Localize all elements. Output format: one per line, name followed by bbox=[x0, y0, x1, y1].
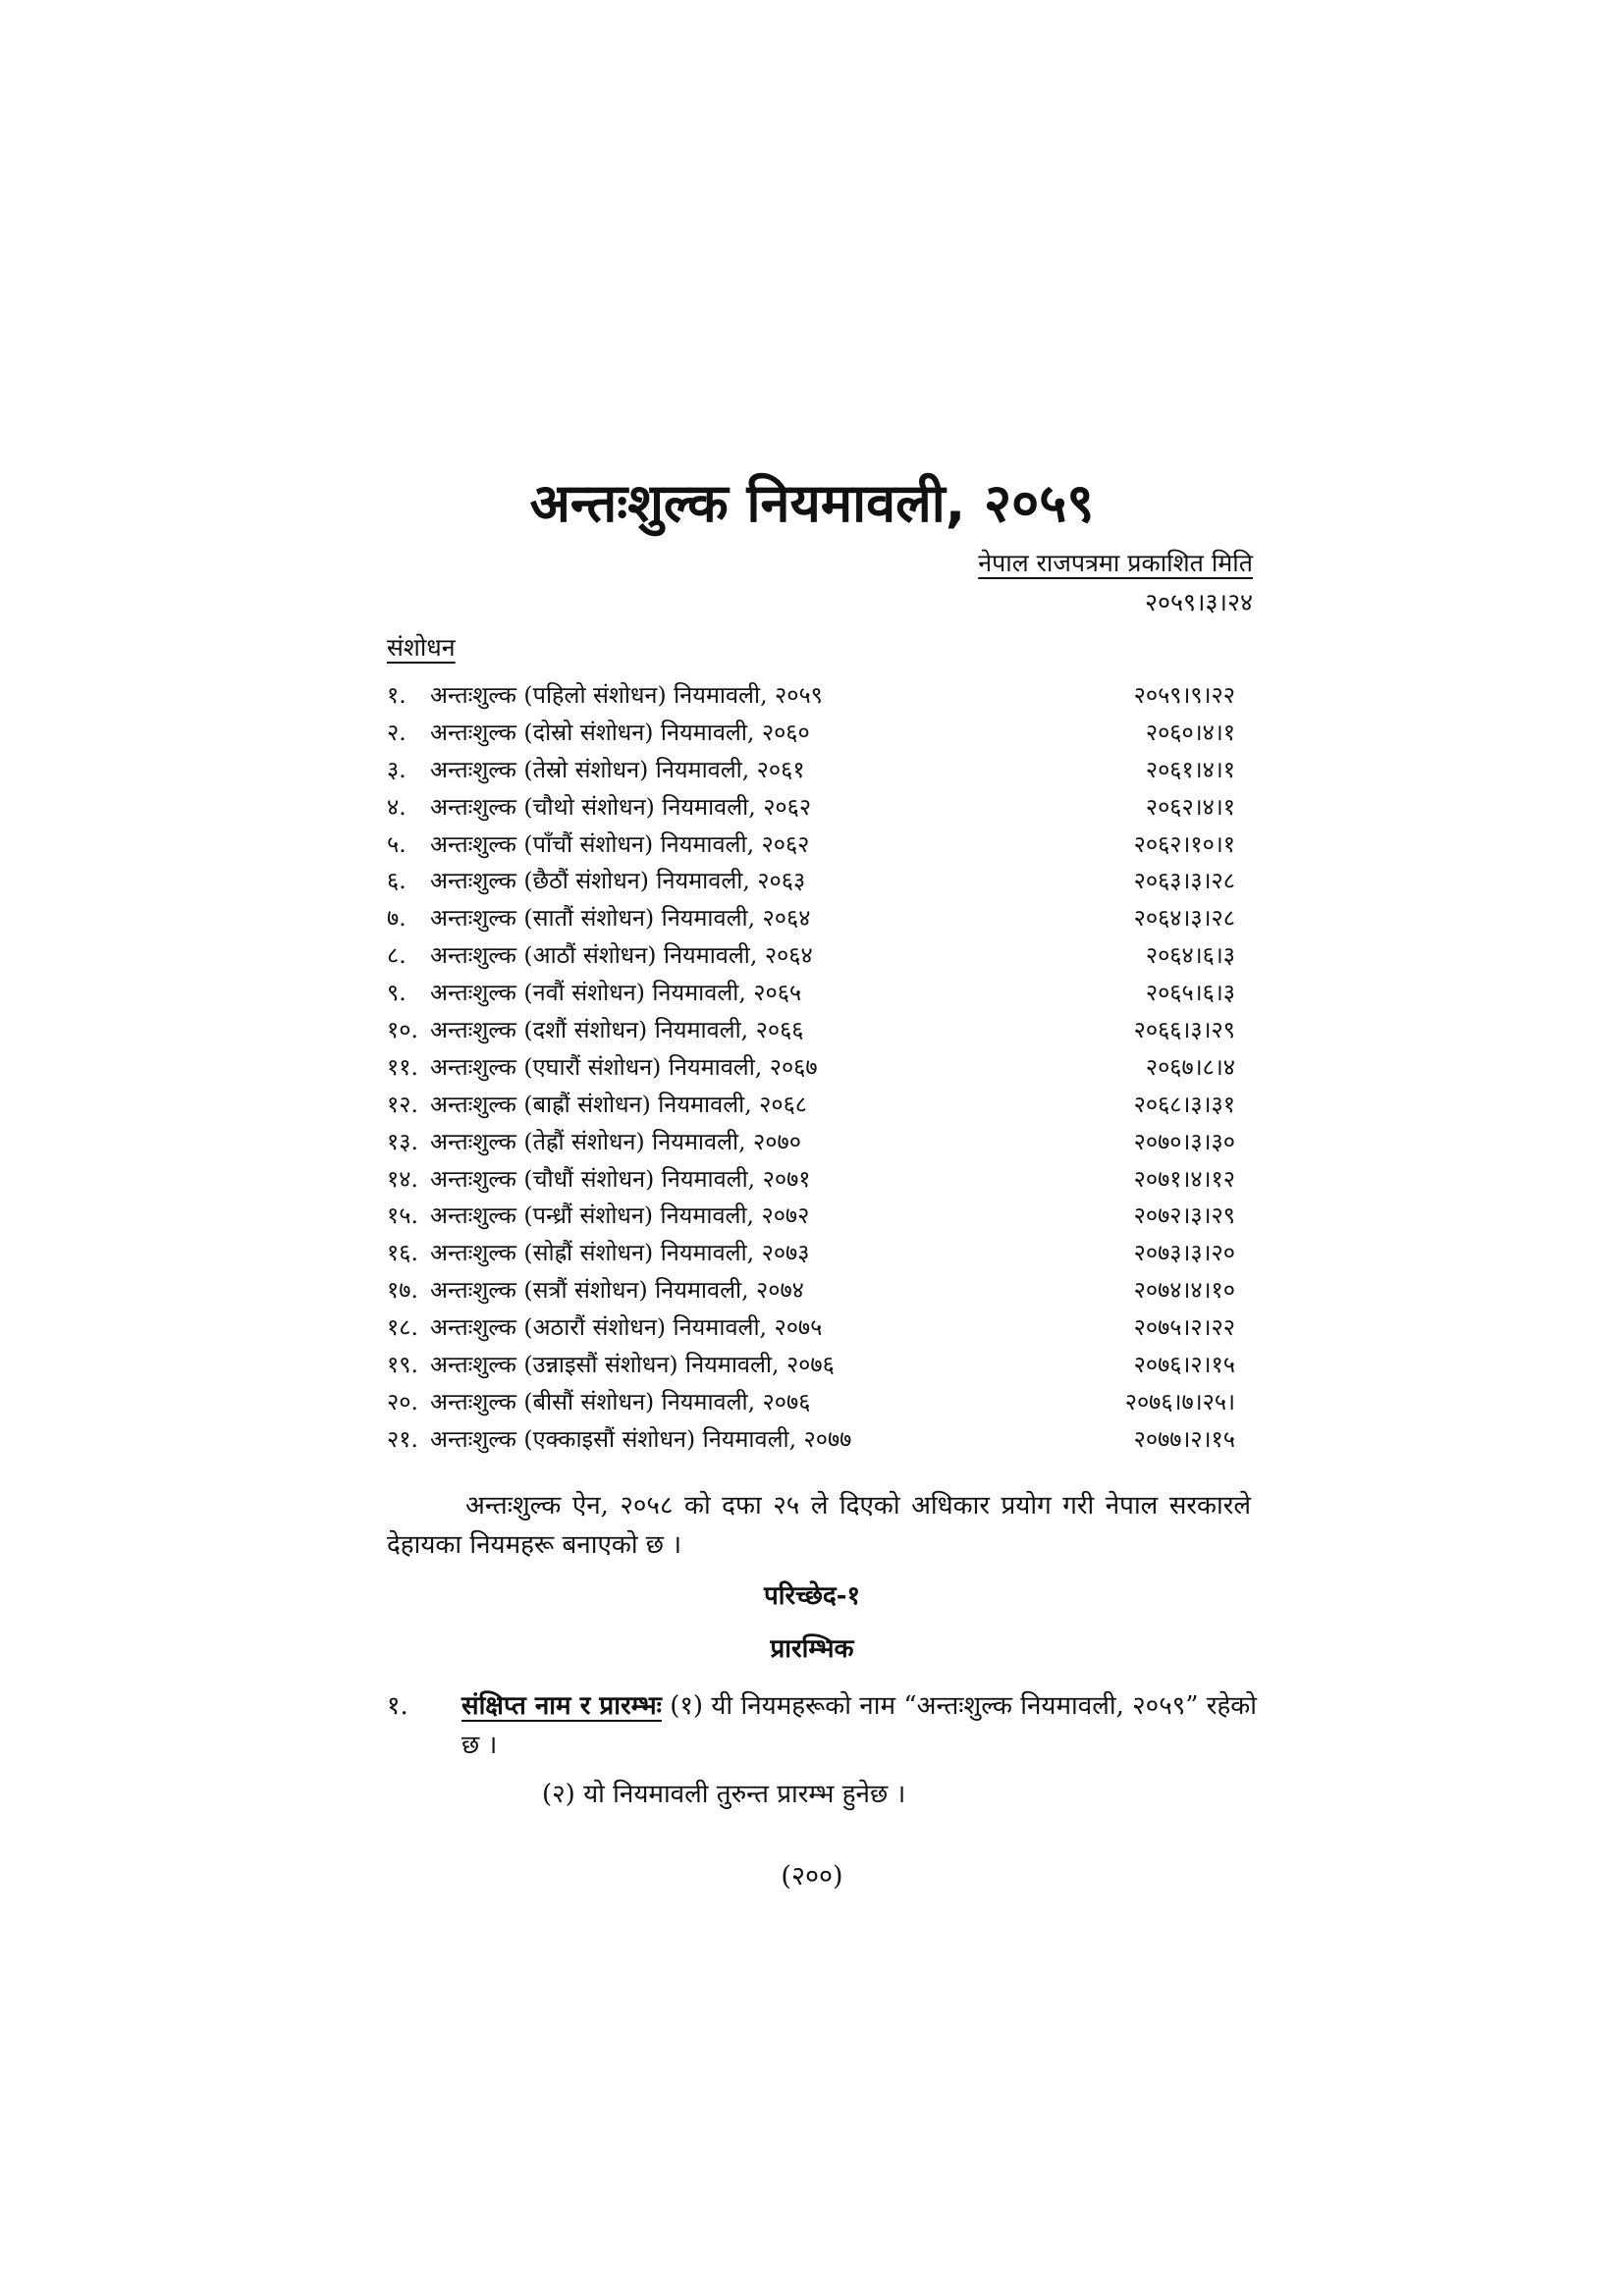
amendment-number: १९. bbox=[387, 1351, 418, 1379]
amendment-row bbox=[387, 827, 1235, 864]
amendment-date: २०७५।२।२२ bbox=[1133, 1313, 1235, 1342]
amendment-left bbox=[387, 1235, 810, 1272]
amendment-date: २०६२।१०।१ bbox=[1133, 829, 1235, 858]
amendment-date: २०७०।३।३० bbox=[1133, 1127, 1235, 1155]
amendment-name: अन्तःशुल्क (चौधौं संशोधन) नियमावली, २०७१ bbox=[430, 1164, 811, 1193]
chapter-title: प्रारम्भिक bbox=[770, 1634, 854, 1664]
amendment-row bbox=[387, 1309, 1235, 1347]
amendment-left bbox=[387, 752, 805, 789]
amendment-name: अन्तःशुल्क (तेह्रौं संशोधन) नियमावली, २०७० bbox=[430, 1127, 801, 1155]
rule-number: १. bbox=[387, 1691, 408, 1721]
amendment-row bbox=[387, 677, 1235, 715]
amendment-left bbox=[387, 1087, 807, 1124]
amendment-number: २०. bbox=[387, 1387, 418, 1415]
amendment-name: अन्तःशुल्क (छैठौं संशोधन) नियमावली, २०६३ bbox=[430, 867, 806, 895]
amendment-left bbox=[387, 1347, 835, 1384]
amendment-number: ११. bbox=[387, 1052, 418, 1081]
amendment-left bbox=[387, 827, 809, 864]
amendment-number: १४. bbox=[387, 1164, 418, 1193]
amendment-number: १८. bbox=[387, 1313, 418, 1342]
amendment-name: अन्तःशुल्क (पाँचौं संशोधन) नियमावली, २०६२ bbox=[430, 829, 810, 858]
amendment-number: १७. bbox=[387, 1276, 418, 1305]
amendment-row bbox=[387, 1049, 1235, 1087]
amendment-name: अन्तःशुल्क (आठौं संशोधन) नियमावली, २०६४ bbox=[430, 941, 813, 970]
chapter-heading: परिच्छेद-१ bbox=[763, 1581, 861, 1611]
amendment-number: २. bbox=[387, 718, 406, 746]
amendment-name: अन्तःशुल्क (एघारौं संशोधन) नियमावली, २०६७ bbox=[430, 1052, 818, 1081]
amendment-number: ४. bbox=[387, 792, 406, 821]
amendment-name: अन्तःशुल्क (पहिलो संशोधन) नियमावली, २०५९ bbox=[430, 681, 823, 709]
amendment-name: अन्तःशुल्क (दशौं संशोधन) नियमावली, २०६६ bbox=[430, 1016, 804, 1044]
amendment-date: २०५९।९।२२ bbox=[1133, 681, 1235, 709]
amendment-number: ९. bbox=[387, 979, 406, 1007]
amendment-date: २०६३।३।२८ bbox=[1133, 867, 1235, 895]
amendment-row bbox=[387, 1272, 1235, 1309]
amendment-name: अन्तःशुल्क (तेस्रो संशोधन) नियमावली, २०६१ bbox=[430, 755, 805, 783]
gazette-publication-label: नेपाल राजपत्रमा प्रकाशित मिति bbox=[978, 549, 1253, 577]
amendment-row bbox=[387, 1384, 1235, 1421]
amendment-name: अन्तःशुल्क (उन्नाइसौं संशोधन) नियमावली, २०७६ bbox=[430, 1351, 835, 1379]
amendment-left bbox=[387, 863, 805, 900]
amendment-date: २०७३।३।२० bbox=[1133, 1239, 1235, 1267]
amendment-name: अन्तःशुल्क (अठारौं संशोधन) नियमावली, २०७५ bbox=[430, 1313, 823, 1342]
amendment-number: ७. bbox=[387, 904, 406, 933]
amendment-date: २०७६।७।२५। bbox=[1124, 1387, 1235, 1415]
amendment-left bbox=[387, 1198, 809, 1235]
amendment-left bbox=[387, 1309, 822, 1347]
amendment-left bbox=[387, 975, 801, 1012]
amendment-number: ८. bbox=[387, 941, 406, 970]
amendment-date: २०६५।६।३ bbox=[1145, 979, 1235, 1007]
amendment-name: अन्तःशुल्क (बाह्रौं संशोधन) नियमावली, २०६८ bbox=[430, 1090, 808, 1118]
amendment-name: अन्तःशुल्क (सत्रौं संशोधन) नियमावली, २०७४ bbox=[430, 1276, 804, 1305]
amendment-left bbox=[387, 1124, 801, 1161]
amendment-date: २०७६।२।१५ bbox=[1133, 1351, 1235, 1379]
amendment-name: अन्तःशुल्क (सोह्रौं संशोधन) नियमावली, २०७३ bbox=[430, 1239, 810, 1267]
amendment-date: २०७१।४।१२ bbox=[1133, 1164, 1235, 1193]
amendment-date: २०६६।३।२९ bbox=[1133, 1016, 1235, 1044]
amendment-left bbox=[387, 1012, 804, 1049]
amendment-date: २०६८।३।३१ bbox=[1133, 1090, 1235, 1118]
amendment-date: २०६०।४।१ bbox=[1145, 718, 1235, 746]
amendment-left bbox=[387, 900, 810, 937]
amendment-date: २०६४।६।३ bbox=[1145, 941, 1235, 970]
amendment-name: अन्तःशुल्क (दोस्रो संशोधन) नियमावली, २०६० bbox=[430, 718, 810, 746]
amendment-row bbox=[387, 975, 1235, 1012]
amendment-number: १२. bbox=[387, 1090, 418, 1118]
amendment-left bbox=[387, 1049, 818, 1087]
amendment-number: १०. bbox=[387, 1016, 418, 1044]
amendment-name: अन्तःशुल्क (पन्ध्रौं संशोधन) नियमावली, २०७२ bbox=[430, 1201, 810, 1230]
amendment-left bbox=[387, 677, 823, 715]
amendment-row bbox=[387, 789, 1235, 827]
amendment-name: अन्तःशुल्क (बीसौं संशोधन) नियमावली, २०७६ bbox=[430, 1387, 811, 1415]
rule-text: (१) यी नियमहरूको नाम “अन्तःशुल्क नियमावली, २०५९” रहेको छ । bbox=[461, 1691, 1257, 1760]
amendment-date: २०७७।२।१५ bbox=[1133, 1424, 1235, 1453]
amendment-date: २०६२।४।१ bbox=[1145, 792, 1235, 821]
page-number: (२००) bbox=[781, 1861, 843, 1892]
amendment-left bbox=[387, 937, 813, 975]
gazette-publication-date: २०५९।३।२४ bbox=[1145, 588, 1253, 616]
amendment-left bbox=[387, 1161, 811, 1199]
amendment-number: १५. bbox=[387, 1201, 418, 1230]
amendment-date: २०७२।३।२९ bbox=[1133, 1201, 1235, 1230]
amendment-row bbox=[387, 1347, 1235, 1384]
sub-rule-text: (२) यो नियमावली तुरुन्त प्रारम्भ हुनेछ । bbox=[542, 1780, 906, 1809]
amendment-number: १. bbox=[387, 681, 406, 709]
amendment-row bbox=[387, 1421, 1235, 1459]
rule-body bbox=[461, 1686, 1257, 1765]
amendment-row bbox=[387, 863, 1235, 900]
amendment-left bbox=[387, 715, 810, 752]
amendments-heading: संशोधन bbox=[387, 633, 456, 662]
amendment-date: २०७४।४।१० bbox=[1133, 1276, 1235, 1305]
amendment-left bbox=[387, 1272, 804, 1309]
amendment-row bbox=[387, 1161, 1235, 1199]
amendment-date: २०६१।४।१ bbox=[1145, 755, 1235, 783]
amendment-number: ३. bbox=[387, 755, 406, 783]
amendment-row bbox=[387, 937, 1235, 975]
amendment-row bbox=[387, 715, 1235, 752]
amendment-name: अन्तःशुल्क (सातौं संशोधन) नियमावली, २०६४ bbox=[430, 904, 811, 933]
amendment-number: १६. bbox=[387, 1239, 418, 1267]
preamble-paragraph: अन्तःशुल्क ऐन, २०५८ को दफा २५ ले दिएको अधिकार प्रयोग गरी नेपाल सरकारले देहायका नियमहरू बनाएको छ । bbox=[387, 1491, 1251, 1560]
amendment-left bbox=[387, 1421, 851, 1459]
amendment-number: ६. bbox=[387, 867, 406, 895]
amendment-row bbox=[387, 1087, 1235, 1124]
amendment-date: २०६७।८।४ bbox=[1145, 1052, 1235, 1081]
amendment-number: ५. bbox=[387, 829, 406, 858]
amendment-row bbox=[387, 1235, 1235, 1272]
amendment-name: अन्तःशुल्क (चौथो संशोधन) नियमावली, २०६२ bbox=[430, 792, 812, 821]
amendment-name: अन्तःशुल्क (नवौं संशोधन) नियमावली, २०६५ bbox=[430, 979, 802, 1007]
amendment-number: १३. bbox=[387, 1127, 418, 1155]
amendment-row bbox=[387, 1198, 1235, 1235]
rule-heading: संक्षिप्त नाम र प्रारम्भः bbox=[461, 1691, 662, 1721]
amendment-name: अन्तःशुल्क (एक्काइसौं संशोधन) नियमावली, २०७७ bbox=[430, 1424, 852, 1453]
amendment-number: २१. bbox=[387, 1424, 418, 1453]
document-title: अन्तःशुल्क नियमावली, २०५९ bbox=[529, 472, 1095, 534]
amendment-row bbox=[387, 1124, 1235, 1161]
amendments-list bbox=[387, 677, 1235, 1459]
amendment-row bbox=[387, 752, 1235, 789]
amendment-row bbox=[387, 1012, 1235, 1049]
amendment-row bbox=[387, 900, 1235, 937]
amendment-left bbox=[387, 1384, 810, 1421]
amendment-left bbox=[387, 789, 811, 827]
amendment-date: २०६४।३।२८ bbox=[1133, 904, 1235, 933]
